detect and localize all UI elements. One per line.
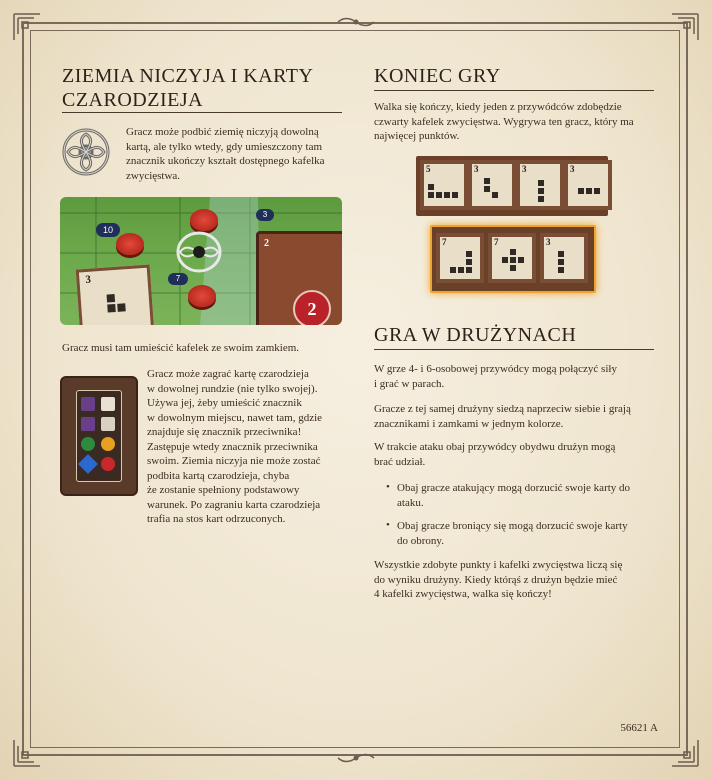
text-line: 4 kafelki zwycięstwa, walka się kończy! bbox=[374, 588, 552, 600]
player-card: 2 2 bbox=[256, 231, 342, 325]
team-paragraph-1 bbox=[374, 362, 617, 391]
corner-ornament-icon bbox=[670, 12, 700, 42]
section-heading-no-mans-land bbox=[62, 64, 313, 112]
bottom-ornament-icon bbox=[336, 751, 376, 765]
victory-tile: 7 bbox=[488, 233, 536, 283]
heading-underline bbox=[374, 90, 654, 91]
text-line: znacznikami i zamkami w jednym kolorze. bbox=[374, 417, 564, 430]
victory-tile: 3 bbox=[516, 160, 564, 210]
token-badge: 3 bbox=[256, 209, 274, 221]
red-marker-icon bbox=[190, 209, 218, 231]
victory-tile: 5 bbox=[420, 160, 468, 210]
text-line: swoim. Ziemia niczyja nie może zostać bbox=[147, 455, 321, 467]
text-line: Obaj gracze atakujący mogą dorzucić swoje karty do bbox=[397, 482, 631, 494]
text-line: że zostanie spełniony podstawowy bbox=[147, 484, 300, 496]
bullet-item-attack bbox=[397, 481, 630, 510]
intro-paragraph bbox=[126, 125, 325, 183]
text-line: W grze 4- i 6-osobowej przywódcy mogą połączyć siły bbox=[374, 363, 617, 375]
team-paragraph-3 bbox=[374, 440, 615, 469]
victory-tile: 3 bbox=[468, 160, 516, 210]
text-line: trafia na stos kart odrzuconych. bbox=[147, 513, 286, 525]
heading-underline bbox=[62, 112, 342, 113]
text-line: Gracz może zagrać kartę czarodzieja bbox=[147, 368, 309, 380]
token-badge: 7 bbox=[168, 273, 188, 285]
bullet-icon: • bbox=[386, 519, 390, 531]
text-line: Obaj gracze broniący się mogą dorzucić swoje karty bbox=[397, 520, 628, 532]
text-line: do wyniku drużyny. Kiedy którąś z drużyn będzie mieć bbox=[374, 573, 618, 586]
text-line: ataku. bbox=[397, 496, 424, 509]
heading-underline bbox=[374, 349, 654, 350]
text-line: czwarty kafelek zwycięstwa. Wygrywa ten gracz, który ma bbox=[374, 115, 634, 128]
heading-line: ZIEMIA NICZYJA I KARTY bbox=[62, 65, 314, 87]
text-line: w dowolnym miejscu, nawet tam, gdzie bbox=[147, 411, 323, 424]
red-marker-icon bbox=[188, 285, 216, 307]
victory-tile: 7 bbox=[436, 233, 484, 283]
text-line: Walka się kończy, kiedy jeden z przywódców zdobędzie bbox=[374, 101, 622, 113]
token-badge: 10 bbox=[96, 223, 120, 237]
page-code: 56621 A bbox=[620, 722, 658, 734]
wizard-card-paragraph bbox=[147, 367, 322, 527]
celtic-knot-icon bbox=[176, 231, 222, 273]
text-line: kartą, ale tylko wtedy, gdy umieszczony tam bbox=[126, 140, 323, 153]
team-paragraph-2 bbox=[374, 402, 631, 431]
wizard-card-illustration bbox=[60, 376, 138, 496]
text-line: Gracz może podbić ziemię niczyją dowolną bbox=[126, 126, 319, 138]
end-game-paragraph bbox=[374, 100, 634, 144]
heading-line: CZARODZIEJA bbox=[62, 89, 204, 111]
text-line: Używa jej, żeby umieścić znacznik bbox=[147, 397, 302, 409]
board-illustration bbox=[60, 197, 342, 325]
celtic-knot-icon bbox=[60, 126, 112, 178]
text-line: i grać w parach. bbox=[374, 377, 445, 390]
text-line: brać udział. bbox=[374, 455, 426, 468]
red-marker-icon bbox=[116, 233, 144, 255]
corner-ornament-icon bbox=[670, 738, 700, 768]
victory-tiles-top-row bbox=[416, 156, 608, 216]
text-line: podbita kartą czarodzieja, chyba bbox=[147, 469, 290, 482]
team-paragraph-4 bbox=[374, 558, 622, 602]
victory-tile: 3 bbox=[564, 160, 612, 210]
text-line: zwycięstwa. bbox=[126, 169, 181, 182]
bullet-item-defense bbox=[397, 519, 628, 548]
victory-tile: 3 bbox=[540, 233, 588, 283]
text-line: najwięcej punktów. bbox=[374, 130, 460, 142]
corner-ornament-icon bbox=[12, 12, 42, 42]
victory-tile-card: 3 bbox=[76, 265, 155, 325]
victory-tiles-bottom-row bbox=[430, 225, 596, 293]
corner-ornament-icon bbox=[12, 738, 42, 768]
text-line: Wszystkie zdobyte punkty i kafelki zwycięstwa liczą się bbox=[374, 559, 623, 571]
text-line: w dowolnej rundzie (nie tylko swojej). bbox=[147, 382, 318, 395]
section-heading-team-play: GRA W DRUŻYNACH bbox=[374, 324, 577, 346]
top-ornament-icon bbox=[336, 15, 376, 29]
text-line: warunek. Po zagraniu karta czarodzieja bbox=[147, 498, 321, 511]
card-value-badge: 2 bbox=[293, 290, 331, 325]
bullet-icon: • bbox=[386, 481, 390, 493]
text-line: znacznik ukończy kształt dostępnego kafelka bbox=[126, 155, 325, 167]
text-line: znajduje się znacznik przeciwnika! bbox=[147, 426, 302, 438]
board-caption: Gracz musi tam umieścić kafelek ze swoim zamkiem. bbox=[62, 342, 300, 354]
text-line: Gracze z tej samej drużyny siedzą naprzeciw siebie i grają bbox=[374, 403, 631, 415]
text-line: Zastępuje wtedy znacznik przeciwnika bbox=[147, 440, 318, 453]
text-line: W trakcie ataku obaj przywódcy obydwu drużyn mogą bbox=[374, 441, 616, 453]
section-heading-end-game: KONIEC GRY bbox=[374, 65, 501, 87]
text-line: do obrony. bbox=[397, 534, 444, 547]
